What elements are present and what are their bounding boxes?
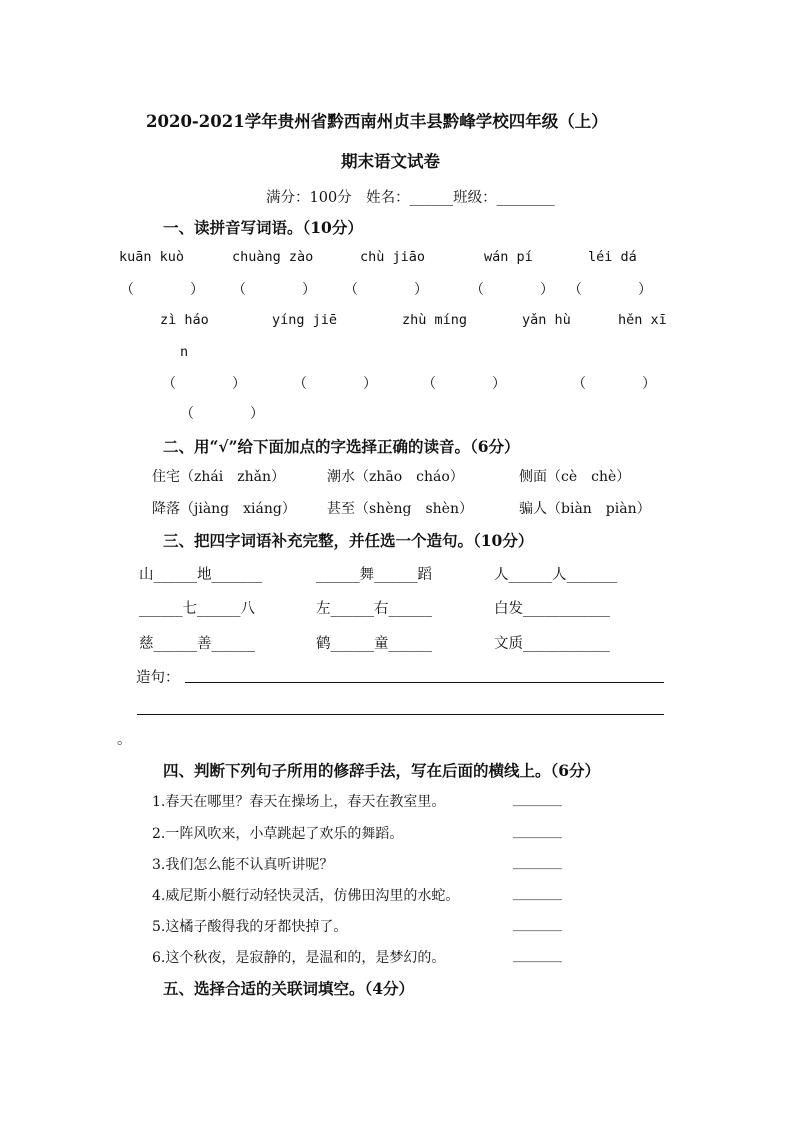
q1-answer-blank[interactable]: （ ）	[162, 376, 246, 392]
q2-item[interactable]: 甚至（shèng shèn）	[327, 501, 473, 517]
q4-sentence: 1.春天在哪里？春天在操场上，春天在教室里。	[152, 794, 446, 810]
q3-end-mark: 。	[117, 732, 132, 748]
q1-pinyin-6: zì háo	[160, 312, 209, 328]
q4-sentence: 2.一阵风吹来，小草跳起了欢乐的舞蹈。	[152, 826, 404, 842]
q1-pinyin-8: zhù míng	[402, 312, 468, 328]
q5-heading: 五、选择合适的关联词填空。（4分）	[163, 979, 415, 998]
q1-pinyin-1: kuān kuò	[119, 249, 185, 265]
q4-sentence: 6.这个秋夜，是寂静的，是温和的，是梦幻的。	[152, 950, 446, 966]
q2-item[interactable]: 骗人（biàn piàn）	[519, 501, 651, 517]
q3-idiom[interactable]: ______舞______蹈	[316, 567, 432, 583]
q2-heading: 二、用“√”给下面加点的字选择正确的读音。（6分）	[163, 437, 520, 456]
q4-answer-blank[interactable]: _______	[513, 947, 562, 963]
q3-sentence-label: 造句：	[136, 670, 180, 686]
q1-answer-blank[interactable]: （ ）	[344, 282, 428, 298]
q1-pinyin-3: chù jiāo	[360, 249, 426, 265]
q4-sentence: 5.这橘子酸得我的牙都快掉了。	[152, 919, 348, 935]
exam-info-line: 满分：100分 姓名：______班级：________	[266, 190, 555, 206]
q1-answer-blank[interactable]: （ ）	[180, 406, 264, 422]
q3-idiom[interactable]: 白发____________	[494, 601, 610, 617]
q1-answer-blank[interactable]: （ ）	[293, 376, 377, 392]
q4-sentence: 3.我们怎么能不认真听讲呢？	[152, 857, 334, 873]
exam-title: 2020-2021学年贵州省黔西南州贞丰县黔峰学校四年级（上）	[146, 112, 608, 131]
q1-pinyin-4: wán pí	[484, 249, 533, 265]
q2-item[interactable]: 潮水（zhāo cháo）	[327, 469, 464, 485]
q1-pinyin-10-wrap: n	[180, 344, 189, 360]
q3-idiom[interactable]: ______七______八	[139, 601, 255, 617]
q4-heading: 四、判断下列句子所用的修辞手法，写在后面的横线上。（6分）	[163, 761, 601, 780]
q3-sentence-line[interactable]	[185, 682, 664, 683]
q3-idiom[interactable]: 鹤______童______	[316, 636, 432, 652]
q1-answer-blank[interactable]: （ ）	[568, 282, 652, 298]
q1-answer-blank[interactable]: （ ）	[232, 282, 316, 298]
q1-heading: 一、读拼音写词语。（10分）	[163, 218, 363, 237]
q2-item[interactable]: 降落（jiàng xiáng）	[152, 501, 296, 517]
q2-item[interactable]: 住宅（zhái zhǎn）	[152, 469, 285, 485]
q4-answer-blank[interactable]: _______	[513, 823, 562, 839]
q4-answer-blank[interactable]: _______	[513, 854, 562, 870]
q1-answer-blank[interactable]: （ ）	[572, 376, 656, 392]
q1-answer-blank[interactable]: （ ）	[470, 282, 554, 298]
q3-idiom[interactable]: 慈______善______	[139, 636, 255, 652]
q3-idiom[interactable]: 人______人_______	[494, 567, 618, 583]
q4-answer-blank[interactable]: _______	[513, 885, 562, 901]
q3-heading: 三、把四字词语补充完整，并任选一个造句。（10分）	[163, 531, 534, 550]
q3-idiom[interactable]: 左______右______	[316, 601, 432, 617]
q1-pinyin-5: léi dá	[588, 249, 637, 265]
q1-pinyin-10: hěn xī	[618, 312, 667, 328]
q1-pinyin-7: yíng jiē	[272, 312, 338, 328]
q4-answer-blank[interactable]: _______	[513, 791, 562, 807]
q2-item[interactable]: 侧面（cè chè）	[519, 469, 631, 485]
q1-pinyin-2: chuàng zào	[232, 249, 314, 265]
q4-answer-blank[interactable]: _______	[513, 916, 562, 932]
exam-subtitle: 期末语文试卷	[341, 152, 440, 171]
q1-answer-blank[interactable]: （ ）	[120, 282, 204, 298]
q1-answer-blank[interactable]: （ ）	[422, 376, 506, 392]
q3-idiom[interactable]: 山______地_______	[139, 567, 263, 583]
q1-pinyin-9: yǎn hù	[522, 312, 571, 328]
q3-sentence-line[interactable]	[137, 714, 664, 715]
q4-sentence: 4.威尼斯小艇行动轻快灵活，仿佛田沟里的水蛇。	[152, 888, 460, 904]
q3-idiom[interactable]: 文质____________	[494, 636, 610, 652]
